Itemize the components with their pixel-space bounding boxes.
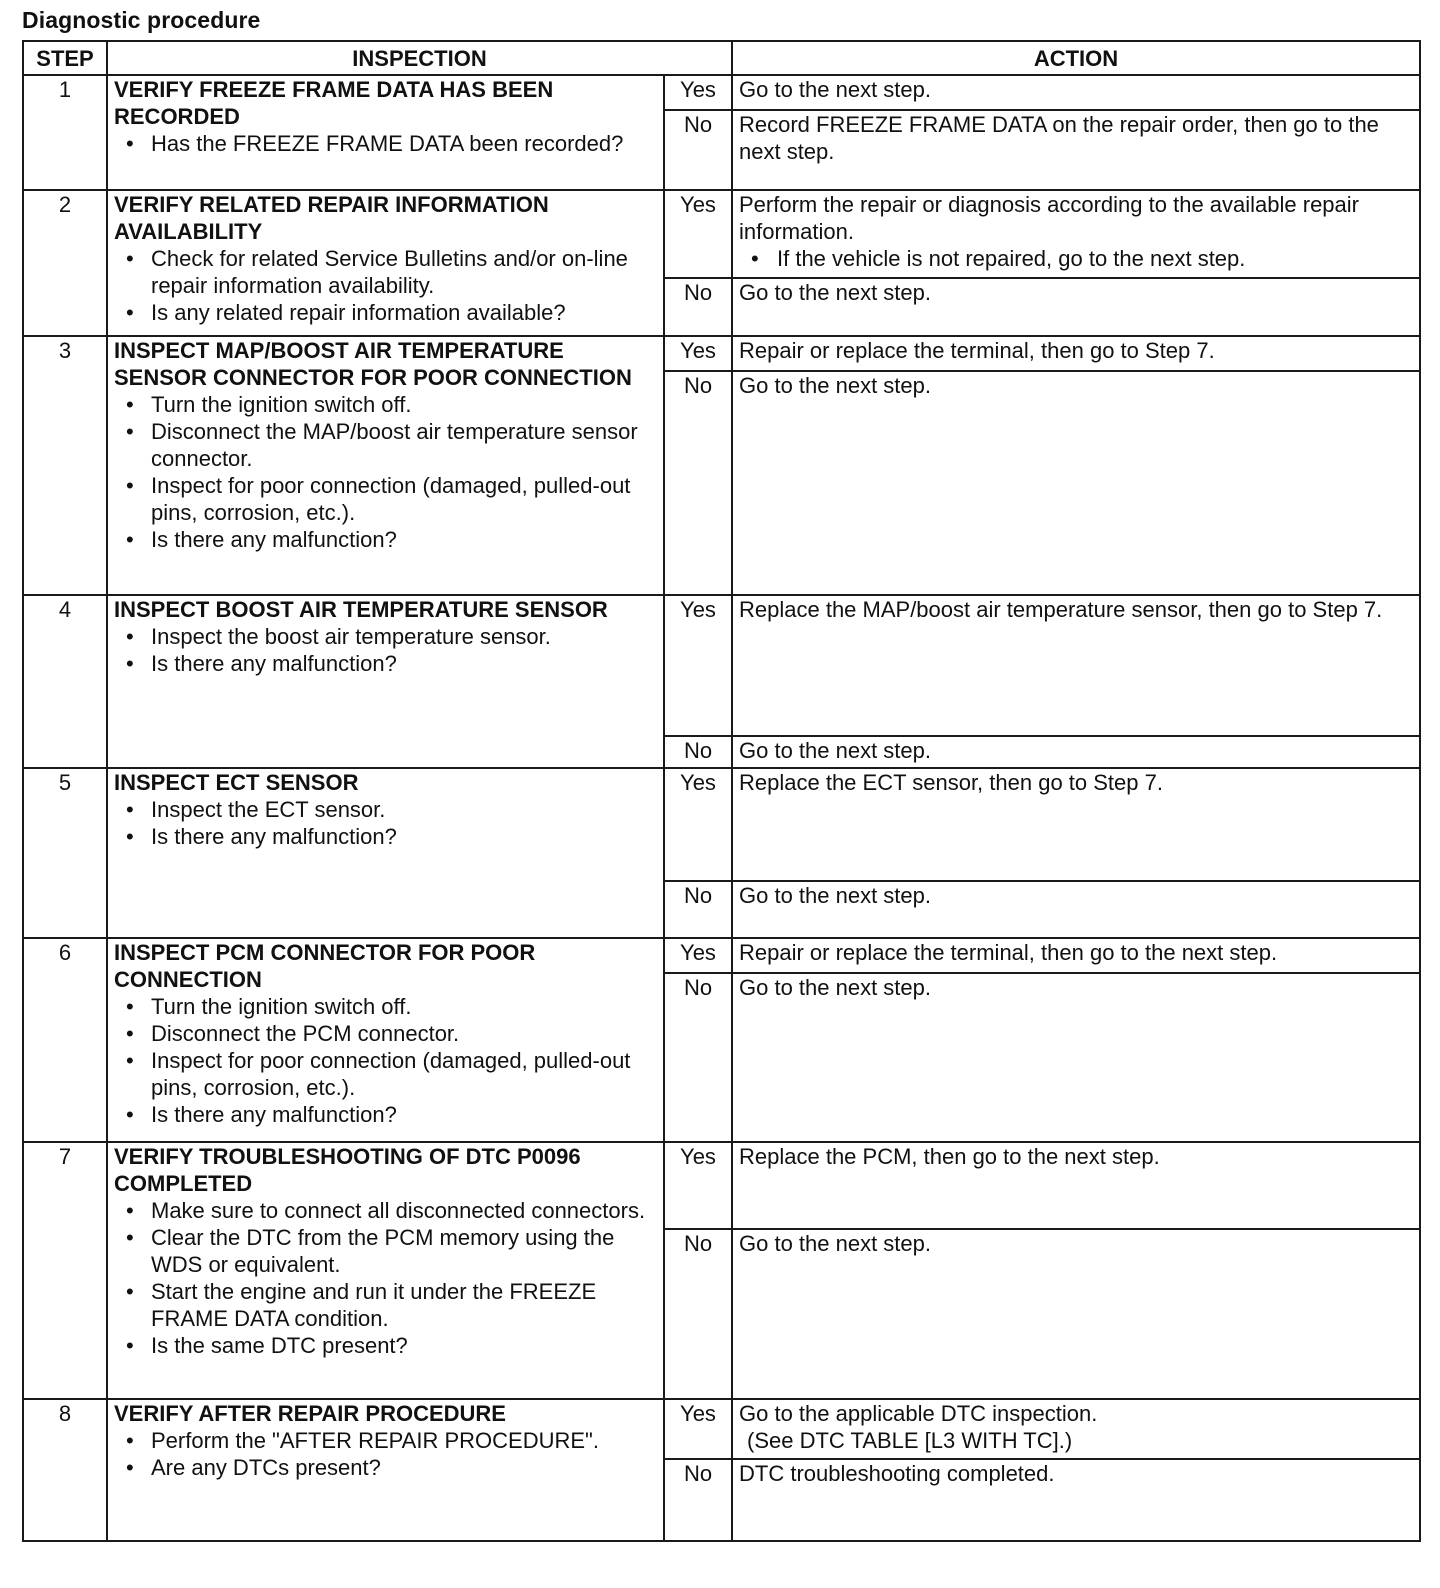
answer-yes: Yes — [664, 1399, 732, 1459]
inspection-cell — [107, 75, 664, 190]
step-number: 8 — [23, 1399, 107, 1541]
list-item: • Clear the DTC from the PCM memory using the WDS or equivalent. — [124, 1224, 657, 1278]
inspection-cell — [107, 1399, 664, 1541]
inspection-bullets — [114, 796, 657, 850]
action-no: Record FREEZE FRAME DATA on the repair order, then go to the next step. — [732, 110, 1420, 190]
list-item: • Turn the ignition switch off. — [124, 391, 657, 418]
inspection-bullets — [114, 993, 657, 1128]
diagnostic-procedure-table — [22, 40, 1421, 1542]
inspection-bullets — [114, 245, 657, 326]
answer-no: No — [664, 1229, 732, 1399]
list-item: • Inspect the boost air temperature sensor. — [124, 623, 657, 650]
step-number: 6 — [23, 938, 107, 1142]
answer-yes: Yes — [664, 75, 732, 110]
column-header-inspection: INSPECTION — [107, 41, 732, 75]
table-row — [23, 938, 1420, 973]
action-no: Go to the next step. — [732, 1229, 1420, 1399]
step-title: INSPECT PCM CONNECTOR FOR POOR CONNECTION — [114, 940, 536, 992]
inspection-cell — [107, 1142, 664, 1399]
step-number: 1 — [23, 75, 107, 190]
step-title: INSPECT ECT SENSOR — [114, 770, 359, 795]
step-number: 4 — [23, 595, 107, 768]
list-item: • Inspect for poor connection (damaged, pulled-out pins, corrosion, etc.). — [124, 472, 657, 526]
column-header-action: ACTION — [732, 41, 1420, 75]
inspection-bullets — [114, 1197, 657, 1359]
inspection-bullets — [114, 391, 657, 553]
action-no: Go to the next step. — [732, 973, 1420, 1142]
step-number: 5 — [23, 768, 107, 938]
action-yes: Replace the ECT sensor, then go to Step 7. — [732, 768, 1420, 881]
list-item: • Are any DTCs present? — [124, 1454, 657, 1481]
action-yes: Replace the MAP/boost air temperature sensor, then go to Step 7. — [732, 595, 1420, 736]
step-number: 3 — [23, 336, 107, 595]
answer-yes: Yes — [664, 190, 732, 278]
table-row — [23, 1399, 1420, 1459]
answer-no: No — [664, 110, 732, 190]
action-yes: Repair or replace the terminal, then go to the next step. — [732, 938, 1420, 973]
table-row — [23, 595, 1420, 736]
step-title: INSPECT MAP/BOOST AIR TEMPERATURE SENSOR CONNECTOR FOR POOR CONNECTION — [114, 338, 632, 390]
action-yes — [732, 1399, 1420, 1459]
table-row — [23, 1142, 1420, 1229]
list-item: • Make sure to connect all disconnected connectors. — [124, 1197, 657, 1224]
answer-yes: Yes — [664, 768, 732, 881]
column-header-step: STEP — [23, 41, 107, 75]
list-item: • Is there any malfunction? — [124, 823, 657, 850]
action-text: Go to the applicable DTC inspection. — [739, 1401, 1098, 1426]
answer-no: No — [664, 736, 732, 768]
inspection-cell — [107, 938, 664, 1142]
table-row — [23, 768, 1420, 881]
list-item: • Disconnect the MAP/boost air temperature sensor connector. — [124, 418, 657, 472]
list-item: • Is there any malfunction? — [124, 526, 657, 553]
list-item: • Is any related repair information available? — [124, 299, 657, 326]
list-item: • Disconnect the PCM connector. — [124, 1020, 657, 1047]
answer-no: No — [664, 278, 732, 336]
answer-no: No — [664, 881, 732, 938]
list-item: • Start the engine and run it under the FREEZE FRAME DATA condition. — [124, 1278, 657, 1332]
action-no: Go to the next step. — [732, 371, 1420, 595]
answer-no: No — [664, 973, 732, 1142]
list-item: • Is there any malfunction? — [124, 650, 657, 677]
answer-yes: Yes — [664, 1142, 732, 1229]
answer-no: No — [664, 1459, 732, 1541]
inspection-bullets — [114, 1427, 657, 1481]
list-item: • If the vehicle is not repaired, go to the next step. — [749, 245, 1413, 272]
answer-yes: Yes — [664, 938, 732, 973]
inspection-bullets — [114, 130, 657, 157]
list-item: • Inspect the ECT sensor. — [124, 796, 657, 823]
step-title: VERIFY FREEZE FRAME DATA HAS BEEN RECORDED — [114, 77, 554, 129]
step-title: INSPECT BOOST AIR TEMPERATURE SENSOR — [114, 597, 608, 622]
list-item: • Perform the "AFTER REPAIR PROCEDURE". — [124, 1427, 657, 1454]
list-item: • Check for related Service Bulletins and/or on-line repair information availability. — [124, 245, 657, 299]
answer-yes: Yes — [664, 595, 732, 736]
action-note: (See DTC TABLE [L3 WITH TC].) — [747, 1428, 1073, 1453]
inspection-bullets — [114, 623, 657, 677]
action-yes: Repair or replace the terminal, then go to Step 7. — [732, 336, 1420, 371]
action-bullets — [739, 245, 1413, 272]
table-row — [23, 336, 1420, 371]
action-text: Perform the repair or diagnosis according to the available repair information. — [739, 192, 1359, 244]
step-title: VERIFY RELATED REPAIR INFORMATION AVAILABILITY — [114, 192, 549, 244]
action-no: Go to the next step. — [732, 881, 1420, 938]
answer-no: No — [664, 371, 732, 595]
list-item: • Has the FREEZE FRAME DATA been recorded? — [124, 130, 657, 157]
list-item: • Is the same DTC present? — [124, 1332, 657, 1359]
inspection-cell — [107, 190, 664, 336]
inspection-cell — [107, 768, 664, 938]
answer-yes: Yes — [664, 336, 732, 371]
step-title: VERIFY AFTER REPAIR PROCEDURE — [114, 1401, 506, 1426]
action-yes: Go to the next step. — [732, 75, 1420, 110]
table-header-row — [23, 41, 1420, 75]
list-item: • Is there any malfunction? — [124, 1101, 657, 1128]
action-yes: Replace the PCM, then go to the next step. — [732, 1142, 1420, 1229]
action-no: Go to the next step. — [732, 736, 1420, 768]
table-row — [23, 190, 1420, 278]
table-row — [23, 75, 1420, 110]
action-no: Go to the next step. — [732, 278, 1420, 336]
inspection-cell — [107, 336, 664, 595]
action-no: DTC troubleshooting completed. — [732, 1459, 1420, 1541]
step-title: VERIFY TROUBLESHOOTING OF DTC P0096 COMPLETED — [114, 1144, 581, 1196]
list-item: • Inspect for poor connection (damaged, pulled-out pins, corrosion, etc.). — [124, 1047, 657, 1101]
inspection-cell — [107, 595, 664, 768]
page-title: Diagnostic procedure — [22, 7, 261, 33]
step-number: 7 — [23, 1142, 107, 1399]
step-number: 2 — [23, 190, 107, 336]
action-yes — [732, 190, 1420, 278]
list-item: • Turn the ignition switch off. — [124, 993, 657, 1020]
